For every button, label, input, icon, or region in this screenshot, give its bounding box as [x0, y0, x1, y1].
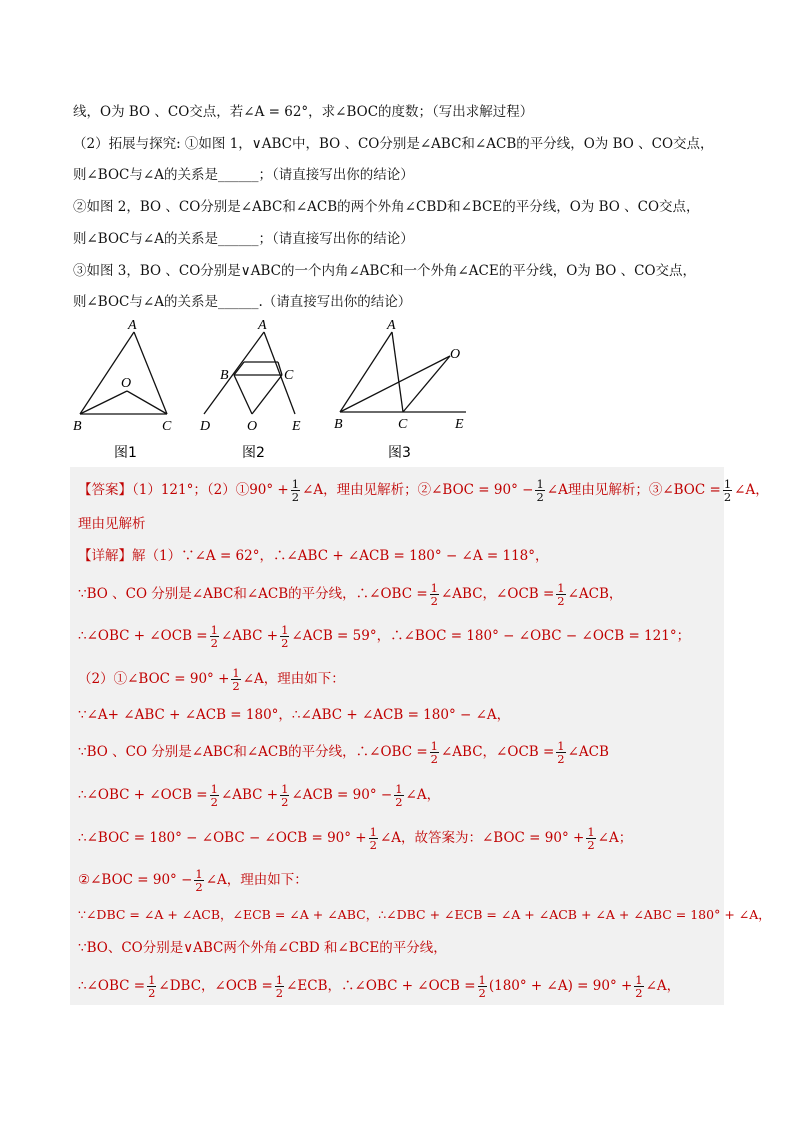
- half-fraction: $\frac{1}{2}$: [723, 477, 732, 504]
- question-line-5: 则∠BOC与∠A的关系是______；（请直接写出你的结论）: [73, 231, 414, 247]
- half-fraction: $\frac{1}{2}$: [536, 477, 544, 504]
- answer-part-3: ∠A理由见解析；③∠BOC =: [546, 482, 721, 498]
- fig1-caption: 图1: [114, 445, 137, 461]
- fig3-label-b: B: [334, 417, 343, 432]
- fig3-label-c: C: [398, 417, 408, 432]
- detail-line-6: ∵BO 、CO 分别是∠ABC和∠ACB的平分线，∴∠OBC = $\frac{1}{2}$ ∠ABC，∠OCB = $\frac{1}{2}$ ∠ACB: [78, 739, 609, 766]
- half-fraction: $\frac{1}{2}$: [291, 477, 300, 504]
- answer-part-1: （1）121°；（2）①90° +: [132, 482, 289, 498]
- detail-line-12: ∴∠OBC = $\frac{1}{2}$ ∠DBC，∠OCB = $\frac{1}{2}$ ∠ECB，∴∠OBC + ∠OCB = $\frac{1}{2}$ (180° + ∠A) = 90° + $\frac{1}{2}$ ∠A，: [78, 973, 681, 1000]
- question-line-6: ③如图 3，BO 、CO分别是∨ABC的一个内角∠ABC和一个外角∠ACE的平分线，O为 BO 、CO交点，: [73, 263, 697, 279]
- fig1-label-b: B: [73, 419, 82, 434]
- fig2-label-d: D: [200, 419, 211, 434]
- detail-line-2: ∵BO 、CO 分别是∠ABC和∠ACB的平分线，∴∠OBC = $\frac{1}{2}$ ∠ABC，∠OCB = $\frac{1}{2}$ ∠ACB，: [78, 581, 623, 608]
- fig2-label-e: E: [292, 419, 301, 434]
- detail-line-5: ∵∠A+ ∠ABC + ∠ACB = 180°，∴∠ABC + ∠ACB = 180° − ∠A，: [78, 707, 511, 723]
- question-line-1: 线，O为 BO 、CO交点，若∠A = 62°，求∠BOC的度数；（写出求解过程）: [73, 104, 534, 120]
- detail-line-7: ∴∠OBC + ∠OCB = $\frac{1}{2}$ ∠ABC + $\frac{1}{2}$ ∠ACB = 90° − $\frac{1}{2}$ ∠A，: [78, 782, 441, 809]
- answer-line-2: 理由见解析: [78, 516, 146, 532]
- figure-2: [204, 332, 295, 414]
- detail-tag: 【详解】: [78, 548, 132, 564]
- question-line-2: （2）拓展与探究: ①如图 1，∨ABC中，BO 、CO分别是∠ABC和∠ACB的平分线，O为 BO 、CO交点，: [73, 136, 714, 152]
- figure-1: [80, 332, 167, 414]
- question-line-3: 则∠BOC与∠A的关系是______；（请直接写出你的结论）: [73, 167, 414, 183]
- detail-text: 解（1）∵∠A = 62°，∴∠ABC + ∠ACB = 180° − ∠A = 118°，: [132, 548, 549, 564]
- detail-line-4: （2）①∠BOC = 90° + $\frac{1}{2}$ ∠A，理由如下：: [78, 666, 345, 693]
- figure-3: [340, 332, 466, 412]
- answer-line-1: [78, 478, 769, 503]
- fig1-label-a: A: [128, 318, 137, 333]
- detail-line-3: ∴∠OBC + ∠OCB = $\frac{1}{2}$ ∠ABC + $\frac{1}{2}$ ∠ACB = 59°，∴∠BOC = 180° − ∠OBC − ∠OCB = 121°；: [78, 623, 691, 650]
- fig3-caption: 图3: [388, 445, 411, 461]
- fig2-label-o: O: [247, 419, 258, 434]
- fig3-label-o: O: [450, 347, 461, 362]
- fig2-label-b: B: [220, 368, 229, 383]
- answer-part-2: ∠A，理由见解析；②∠BOC = 90° −: [302, 482, 534, 498]
- detail-line-11: ∵BO、CO分别是∨ABC两个外角∠CBD 和∠BCE的平分线，: [78, 940, 447, 956]
- answer-part-4: ∠A，: [734, 482, 769, 498]
- geometry-figures: [70, 315, 490, 465]
- detail-line-10: ∵∠DBC = ∠A + ∠ACB，∠ECB = ∠A + ∠ABC，∴∠DBC + ∠ECB = ∠A + ∠ACB + ∠A + ∠ABC = 180° + ∠A，: [78, 907, 771, 922]
- detail-line-9: ②∠BOC = 90° − $\frac{1}{2}$ ∠A，理由如下：: [78, 867, 308, 894]
- fig2-caption: 图2: [242, 445, 265, 461]
- question-line-4: ②如图 2，BO 、CO分别是∠ABC和∠ACB的两个外角∠CBD和∠BCE的平分线，O为 BO 、CO交点，: [73, 199, 700, 215]
- fig2-label-a: A: [258, 318, 267, 333]
- fig2-label-c: C: [284, 368, 294, 383]
- fig3-label-e: E: [455, 417, 464, 432]
- detail-line-8: ∴∠BOC = 180° − ∠OBC − ∠OCB = 90° + $\frac{1}{2}$ ∠A，故答案为：∠BOC = 90° + $\frac{1}{2}$ ∠A；: [78, 825, 633, 852]
- detail-line-1: [78, 546, 549, 566]
- fig1-label-c: C: [162, 419, 172, 434]
- fig1-label-o: O: [121, 376, 132, 391]
- fig3-label-a: A: [387, 318, 396, 333]
- question-line-7: 则∠BOC与∠A的关系是______.（请直接写出你的结论）: [73, 294, 412, 310]
- answer-tag: 【答案】: [78, 482, 132, 498]
